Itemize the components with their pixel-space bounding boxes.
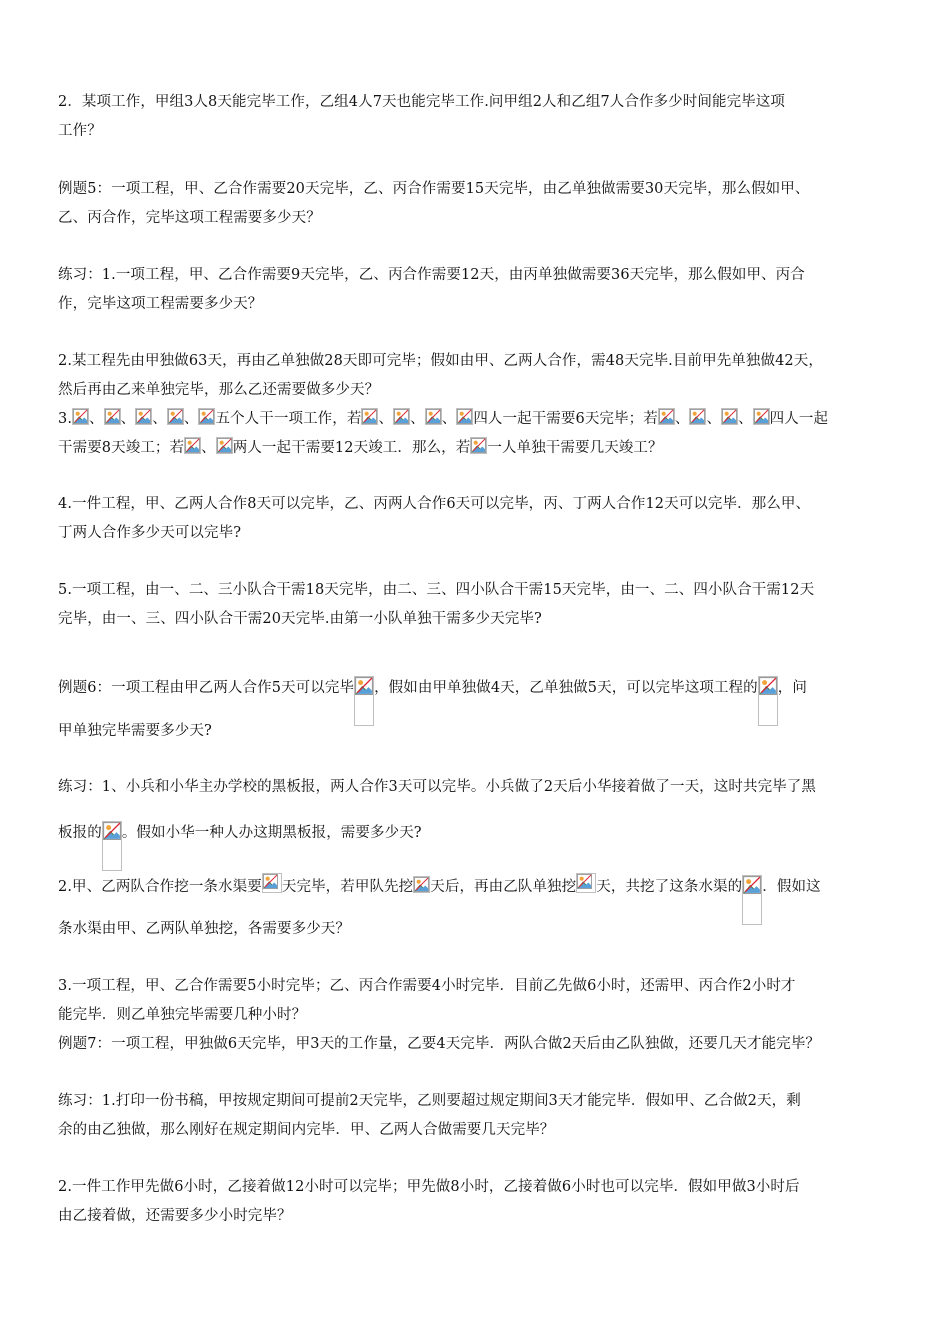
broken-image-icon: [104, 408, 121, 425]
broken-image-icon: [102, 821, 122, 871]
exercise-2: [58, 347, 893, 405]
broken-image-icon: [425, 408, 442, 425]
text-line: 5.一项工程，由一、二、三小队合干需18天完毕，由二、三、四小队合干需15天完毕，由一、二、四小队合干需12天: [58, 582, 815, 598]
broken-image-icon: [576, 873, 596, 893]
text-line: 3. 、 、 、 、 五个人干一项工作，若 、 、 、 四人一起干需要6天完毕；若 、 、 、 四人一起: [58, 405, 893, 434]
text-line: 然后再由乙来单独完毕，那么乙还需要做多少天？: [58, 382, 380, 398]
broken-image-icon: [262, 873, 282, 893]
text-line: 练习：1、小兵和小华主办学校的黑板报，两人合作3天可以完毕。小兵做了2天后小华接着做了一天，这时共完毕了黑: [58, 779, 816, 795]
text-line: 能完毕．则乙单独完毕需要几种小时？: [58, 1007, 307, 1023]
text-line: 干需要8天竣工；若 、 两人一起干需要12天竣工．那么，若 一人单独干需要几天竣工？: [58, 434, 893, 463]
exercise-3-five-people: [58, 405, 893, 463]
broken-image-icon: [470, 437, 487, 454]
text-line: 板报的 。假如小华一种人办这期黑板报，需要多少天?: [58, 819, 893, 848]
example-5: [58, 175, 893, 233]
text-line: 例题6：一项工程由甲乙两人合作5天可以完毕 ，假如由甲单独做4天，乙单独做5天，可以完毕这项工程的 ，问: [58, 674, 893, 703]
broken-image-icon: [721, 408, 738, 425]
text-line: 2.某工程先由甲独做63天，再由乙单独做28天即可完毕；假如由甲、乙两人合作，需48天完毕.目前甲先单独做42天，: [58, 353, 823, 369]
broken-image-icon: [456, 408, 473, 425]
text-line: 例题5：一项工程，甲、乙合作需要20天完毕，乙、丙合作需要15天完毕，由乙单独做需要30天完毕，那么假如甲、: [58, 181, 810, 197]
text-line: 2.一件工作甲先做6小时，乙接着做12小时可以完毕；甲先做8小时，乙接着做6小时也可以完毕．假如甲做3小时后: [58, 1179, 800, 1195]
broken-image-icon: [758, 676, 778, 726]
broken-image-icon: [135, 408, 152, 425]
text-line: 作，完毕这项工程需要多少天？: [58, 296, 263, 312]
exercise-7-1: [58, 1087, 893, 1145]
broken-image-icon: [361, 408, 378, 425]
text-line: 练习：1.打印一份书稿，甲按规定期间可提前2天完毕，乙则要超过规定期间3天才能完毕．假如甲、乙合做2天，剩: [58, 1093, 801, 1109]
broken-image-icon: [198, 408, 215, 425]
text-line: 余的由乙独做，那么刚好在规定期间内完毕．甲、乙两人合做需要几天完毕？: [58, 1122, 555, 1138]
broken-image-icon: [753, 408, 770, 425]
exercise-4: [58, 490, 893, 548]
exercise-6-1: [58, 773, 893, 848]
text-line: 由乙接着做，还需要多少小时完毕？: [58, 1208, 292, 1224]
text-line: 条水渠由甲、乙两队单独挖，各需要多少天？: [58, 921, 350, 937]
text-line: 甲单独完毕需要多少天?: [58, 723, 212, 739]
text-line: 工作？: [58, 123, 102, 139]
text-line: 3.一项工程，甲、乙合作需要5小时完毕；乙、丙合作需要4小时完毕．目前乙先做6小时，还需甲、丙合作2小时才: [58, 978, 796, 994]
broken-image-icon: [72, 408, 89, 425]
broken-image-icon: [216, 437, 233, 454]
broken-image-icon: [658, 408, 675, 425]
text-line: 4.一件工程，甲、乙两人合作8天可以完毕，乙、丙两人合作6天可以完毕，丙、丁两人合作12天可以完毕．那么甲、: [58, 496, 811, 512]
exercise-6-3: [58, 972, 893, 1030]
broken-image-icon: [354, 676, 374, 726]
text-line: 完毕，由一、三、四小队合干需20天完毕.由第一小队单独干需多少天完毕?: [58, 611, 542, 627]
text-line: 乙、丙合作，完毕这项工程需要多少天？: [58, 210, 321, 226]
broken-image-icon: [689, 408, 706, 425]
exercise-7-2: [58, 1173, 893, 1231]
broken-image-icon: [413, 876, 430, 893]
broken-image-icon: [393, 408, 410, 425]
example-6: [58, 674, 893, 746]
broken-image-icon: [742, 875, 762, 925]
text-line: 例题7：一项工程，甲独做6天完毕，甲3天的工作量，乙要4天完毕．两队合做2天后由乙队独做，还要几天才能完毕？: [58, 1036, 821, 1052]
exercise-6-2: [58, 873, 893, 944]
text-line: 2．某项工作，甲组3人8天能完毕工作，乙组4人7天也能完毕工作.问甲组2人和乙组7人合作多少时间能完毕这项: [58, 94, 785, 110]
broken-image-icon: [167, 408, 184, 425]
text-line: 练习：1.一项工程，甲、乙合作需要9天完毕，乙、丙合作需要12天，由丙单独做需要36天完毕，那么假如甲、丙合: [58, 267, 805, 283]
problem-2: [58, 88, 893, 146]
exercise-1: [58, 261, 893, 319]
broken-image-icon: [184, 437, 201, 454]
example-7: [58, 1030, 893, 1059]
text-line: 丁两人合作多少天可以完毕?: [58, 525, 242, 541]
exercise-5: [58, 576, 893, 634]
text-line: 2.甲、乙两队合作挖一条水渠要 天完毕，若甲队先挖 天后，再由乙队单独挖 天，共挖了这条水渠的 ．假如这: [58, 873, 893, 902]
